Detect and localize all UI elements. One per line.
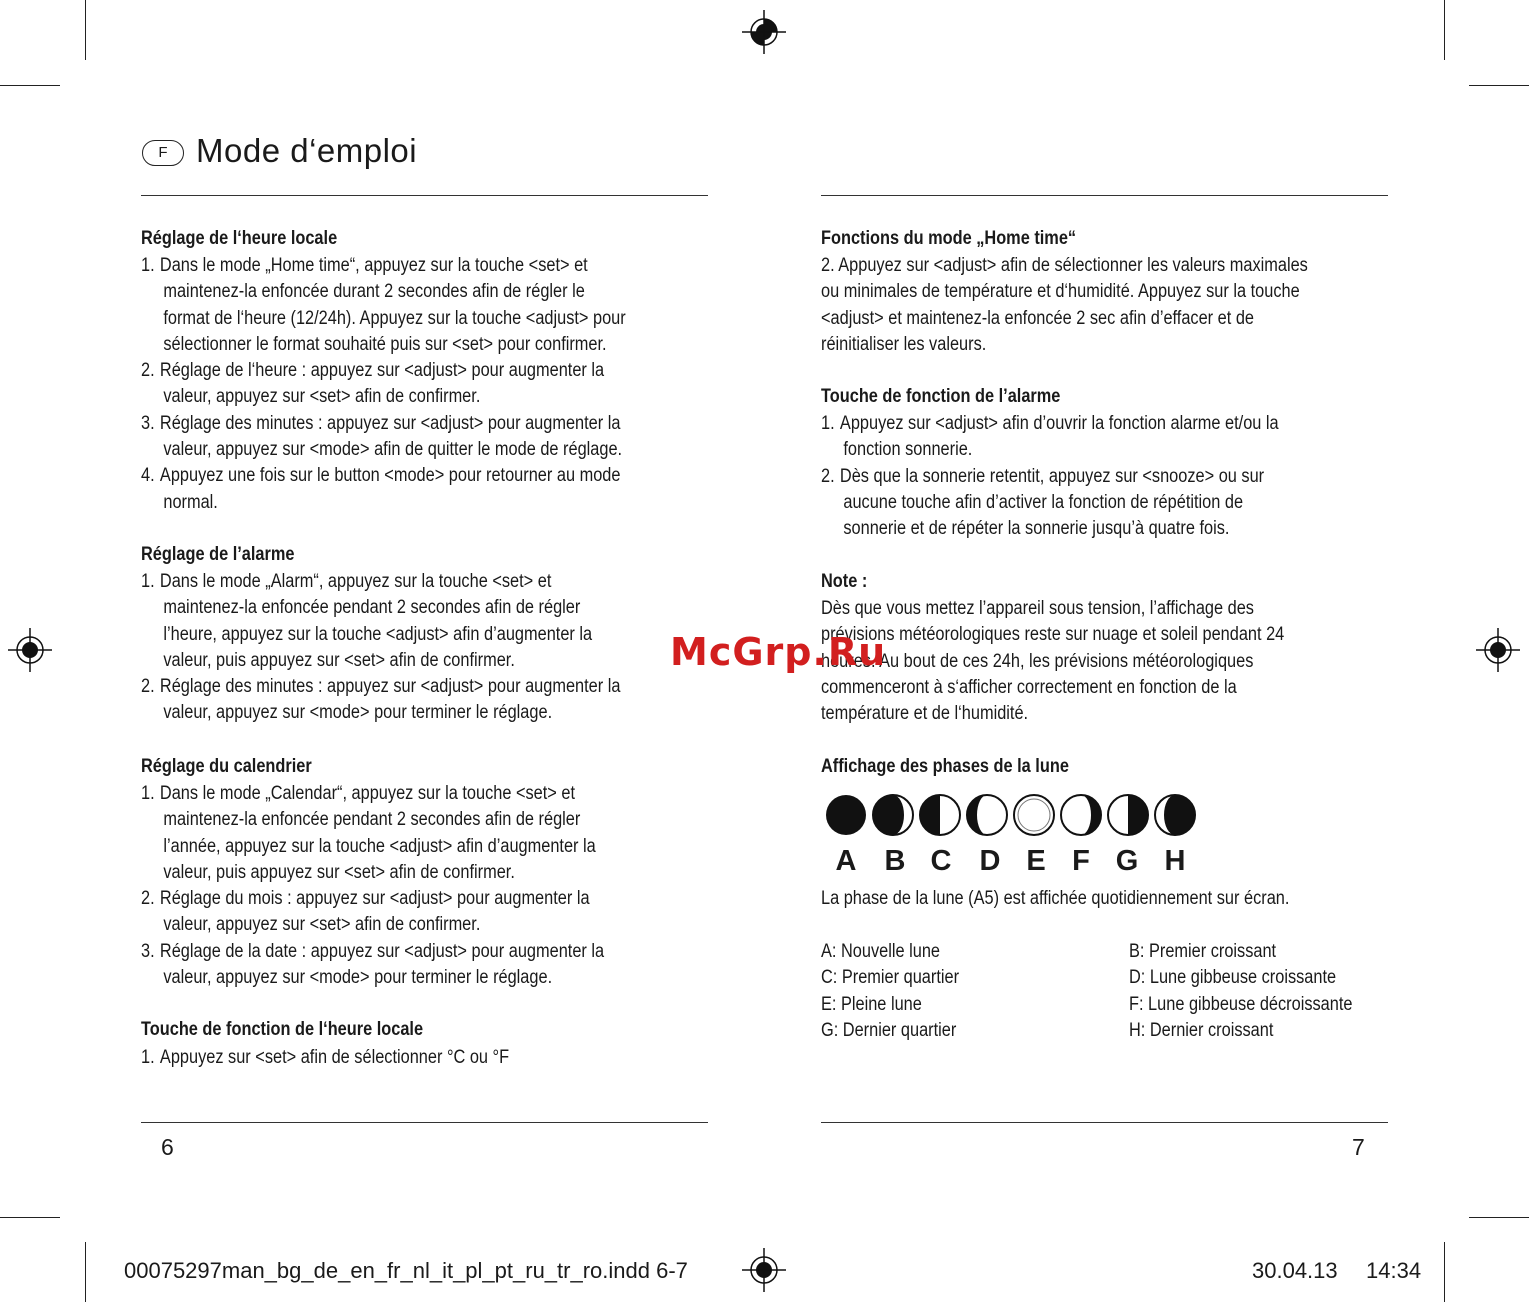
registration-mark-icon [1476, 628, 1520, 672]
section-body: 1. Dans le mode „Alarm“, appuyez sur la touche <set> et maintenez-la enfoncée pendant 2 secondes afin de régler l’heure, appuyez sur la touche <adjust> afin d’augmenter la valeur, puis appuyez sur <set> afin de confirmer. 2. Réglage des minutes : appuyez sur <adjust> pour augmenter la valeur, appuyez sur <mode> pour terminer le réglage. [141, 571, 621, 724]
footer-time: 14:34 [1366, 1258, 1422, 1283]
section-body: 1. Dans le mode „Home time“, appuyez sur la touche <set> et maintenez-la enfoncée durant 2 secondes afin de régler le format de l‘heure (12/24h). Appuyez sur la touche <adjust> pour sélectionner le format souhaité puis sur <set> pour confirmer. 2. Réglage de l‘heure : appuyez sur <adjust> pour augmenter la valeur, appuyez sur <set> afin de confirmer. 3. Réglage des minutes : appuyez sur <adjust> pour augmenter la valeur, appuyez sur <mode> afin de quitter le mode de réglage. 4. Appuyez une fois sur le button <mode> pour retourner au mode normal. [141, 255, 626, 513]
bottom-rule-right [821, 1122, 1388, 1123]
footer-date: 30.04.13 [1252, 1258, 1338, 1283]
language-badge: F [142, 140, 184, 166]
moon-phase-g-icon [1108, 795, 1148, 835]
crop-mark [1469, 1217, 1529, 1218]
page-number-left: 6 [161, 1134, 174, 1160]
moon-letter: B [884, 845, 906, 877]
moon-letter: A [835, 845, 857, 877]
moon-phase-h-icon [1155, 795, 1195, 835]
footer-filename: 00075297man_bg_de_en_fr_nl_it_pl_pt_ru_tr_ro.indd 6-7 [124, 1258, 688, 1283]
registration-mark-icon [8, 628, 52, 672]
crop-mark [0, 85, 60, 86]
section-body: 1. Appuyez sur <set> afin de sélectionner °C ou °F [141, 1047, 510, 1068]
crop-mark [85, 1242, 86, 1302]
crop-mark [0, 1217, 60, 1218]
page-title: Mode d‘emploi [196, 132, 418, 169]
moon-phase-f-icon [1061, 795, 1101, 835]
bottom-rule-left [141, 1122, 708, 1123]
section-heading: Touche de fonction de l‘heure locale [141, 1019, 424, 1040]
registration-mark-icon [742, 1248, 786, 1292]
crop-mark [85, 0, 86, 60]
section-body: 1. Dans le mode „Calendar“, appuyez sur la touche <set> et maintenez-la enfoncée pendant 2 secondes afin de régler l’année, appuyez sur la touche <adjust> afin d’augmenter la valeur, puis appuyez sur <set> afin de confirmer. 2. Réglage du mois : appuyez sur <adjust> pour augmenter la valeur, appuyez sur <set> afin de confirmer. 3. Réglage de la date : appuyez sur <adjust> pour augmenter la valeur, appuyez sur <mode> pour terminer le réglage. [141, 783, 605, 989]
moon-letter: F [1072, 845, 1090, 877]
moon-letter: H [1164, 845, 1186, 877]
crop-mark [1444, 1242, 1445, 1302]
moon-phase-c-icon [920, 795, 960, 835]
watermark: McGrp.Ru [670, 630, 887, 674]
section-body: 2. Appuyez sur <adjust> afin de sélectionner les valeurs maximales ou minimales de température et d‘humidité. Appuyez sur la touche <adjust> et maintenez-la enfoncée 2 sec afin d’effacer et de réinitialiser les valeurs. [821, 255, 1308, 355]
section-heading: Fonctions du mode „Home time“ [821, 228, 1077, 249]
section-heading: Note : [821, 571, 868, 592]
moon-caption: La phase de la lune (A5) est affichée quotidiennement sur écran. [821, 888, 1290, 909]
moon-phase-b-icon [873, 795, 913, 835]
moon-letter: G [1115, 845, 1139, 877]
section-heading: Affichage des phases de la lune [821, 756, 1069, 777]
moon-legend-right: B: Premier croissant D: Lune gibbeuse croissante F: Lune gibbeuse décroissante H: Dernier croissant [1129, 941, 1353, 1041]
crop-mark [1444, 0, 1445, 60]
moon-phase-e-icon [1014, 795, 1054, 835]
moon-phase-a-icon [826, 795, 866, 835]
section-heading: Réglage du calendrier [141, 756, 312, 777]
registration-mark-icon [742, 10, 786, 54]
section-body: 1. Appuyez sur <adjust> afin d’ouvrir la fonction alarme et/ou la fonction sonnerie. 2. Dès que la sonnerie retentit, appuyez sur <snooze> ou sur aucune touche afin d’activer la fonction de répétition de sonnerie et de répéter la sonnerie jusqu’à quatre fois. [821, 413, 1279, 540]
top-rule-left [141, 195, 708, 196]
section-heading: Réglage de l‘heure locale [141, 228, 338, 249]
top-rule-right [821, 195, 1388, 196]
moon-letter: D [979, 845, 1001, 877]
moon-letter: C [930, 845, 952, 877]
section-heading: Réglage de l’alarme [141, 544, 295, 565]
moon-phase-d-icon [967, 795, 1007, 835]
section-heading: Touche de fonction de l’alarme [821, 386, 1061, 407]
page-number-right: 7 [1352, 1134, 1365, 1160]
moon-letter: E [1026, 845, 1046, 877]
moon-phases-illustration [822, 791, 1202, 841]
section-body: Dès que vous mettez l’appareil sous tension, l’affichage des prévisions météorologiques reste sur nuage et soleil pendant 24 heures. Au bout de ces 24h, les prévisions météorologiques commenceront à s‘afficher correctement en fonction de la température et de l‘humidité. [821, 598, 1285, 725]
crop-mark [1469, 85, 1529, 86]
moon-legend-left: A: Nouvelle lune C: Premier quartier E: Pleine lune G: Dernier quartier [821, 941, 960, 1041]
